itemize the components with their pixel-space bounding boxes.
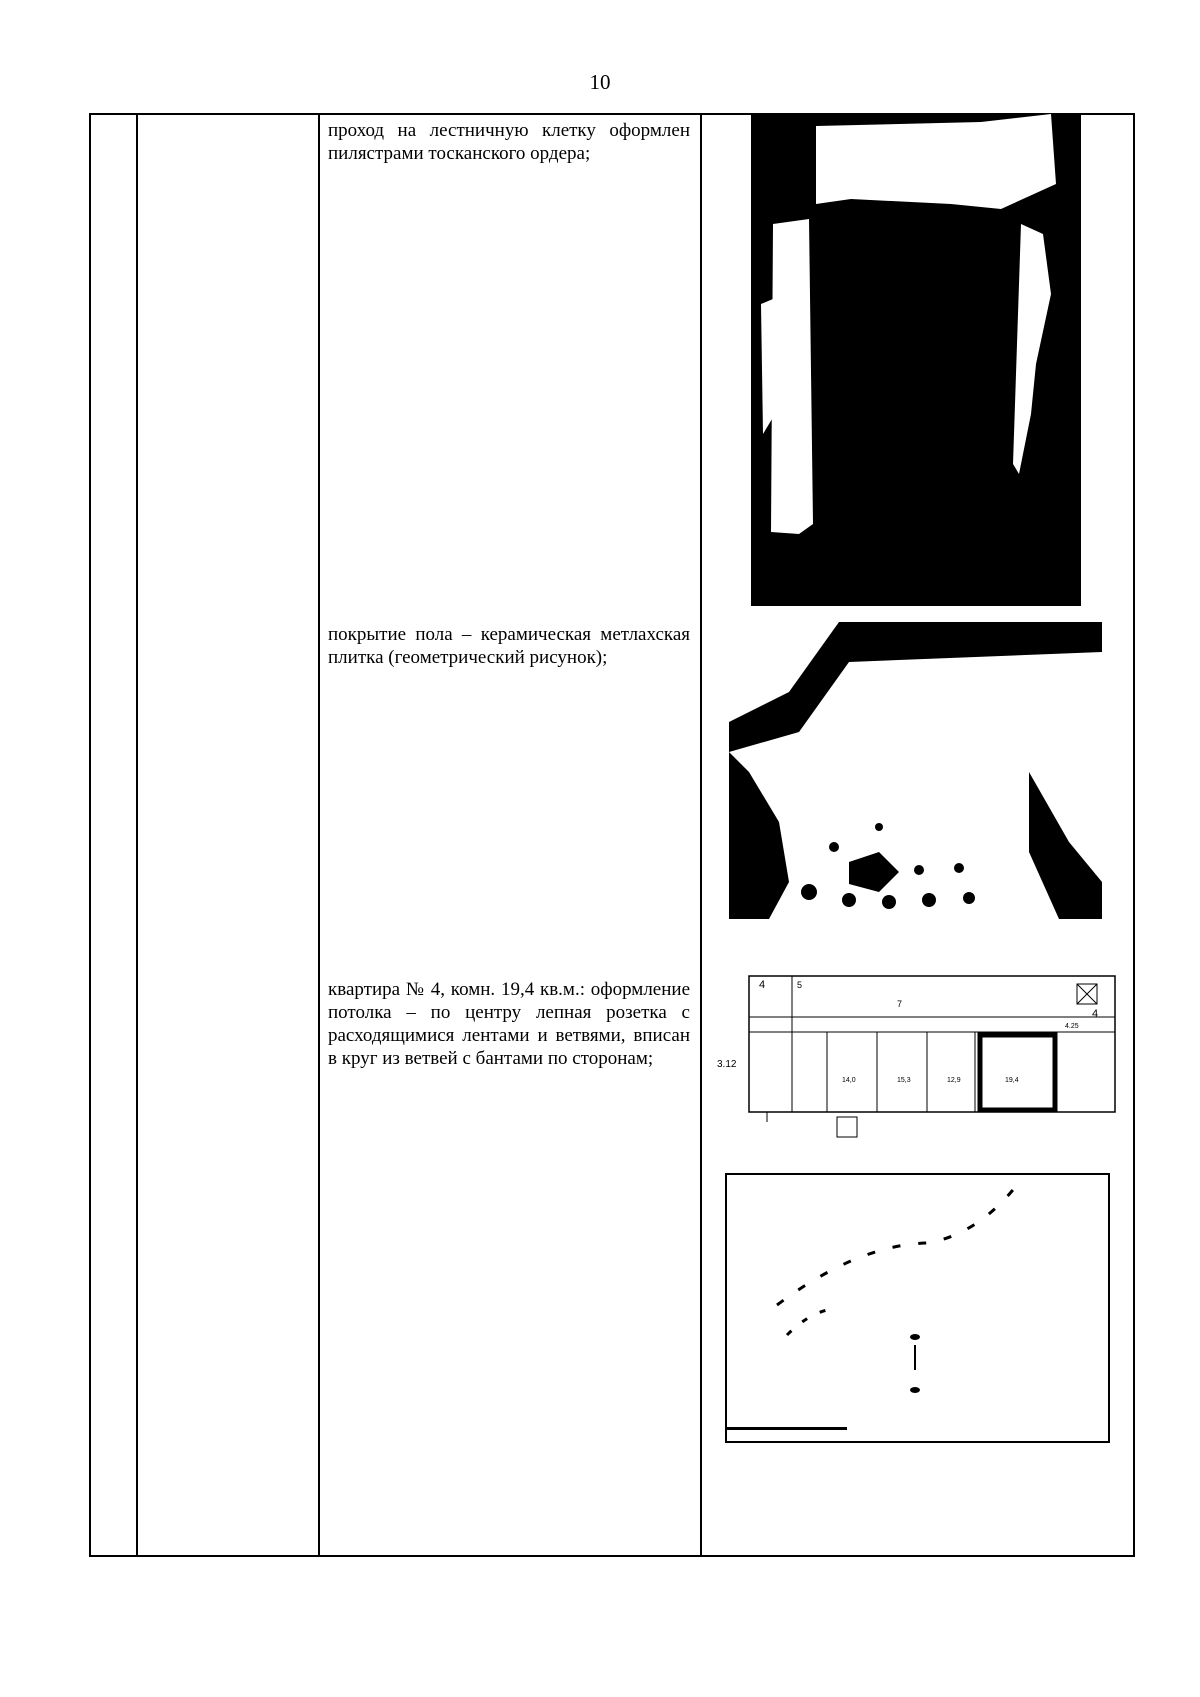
staircase-photo: [751, 114, 1081, 606]
plan-label: 12,9: [947, 1077, 961, 1084]
row-1-description: проход на лестничную клетку оформлен пилястрами тосканского ордера;: [328, 120, 690, 164]
plan-label: 4: [759, 979, 766, 991]
plan-label: 15,3: [897, 1077, 911, 1084]
plan-label: 4: [1092, 1008, 1099, 1020]
tile-floor-photo: [729, 622, 1102, 919]
plan-label: 5: [797, 980, 803, 990]
apartment-floor-plan: [717, 972, 1117, 1142]
plan-label: 14,0: [842, 1077, 856, 1084]
plan-label: 7: [897, 999, 903, 1009]
column-divider-2: [318, 115, 320, 1555]
row-2-description: покрытие пола – керамическая метлахская плитка (геометрический рисунок);: [328, 624, 690, 668]
ceiling-rosette-photo: [725, 1173, 1110, 1443]
column-divider-3: [700, 115, 702, 1555]
plan-label: 4.25: [1065, 1023, 1079, 1030]
page-number: 10: [589, 70, 611, 94]
row-3-description: квартира № 4, комн. 19,4 кв.м.: оформление потолка – по центру лепная розетка с расходящимися лентами и ветвями, вписан в круг из ветвей с бантами по сторонам;: [328, 979, 690, 1069]
plan-label: 19,4: [1005, 1077, 1019, 1084]
plan-label: 3.12: [717, 1059, 737, 1070]
column-divider-1: [136, 115, 138, 1555]
